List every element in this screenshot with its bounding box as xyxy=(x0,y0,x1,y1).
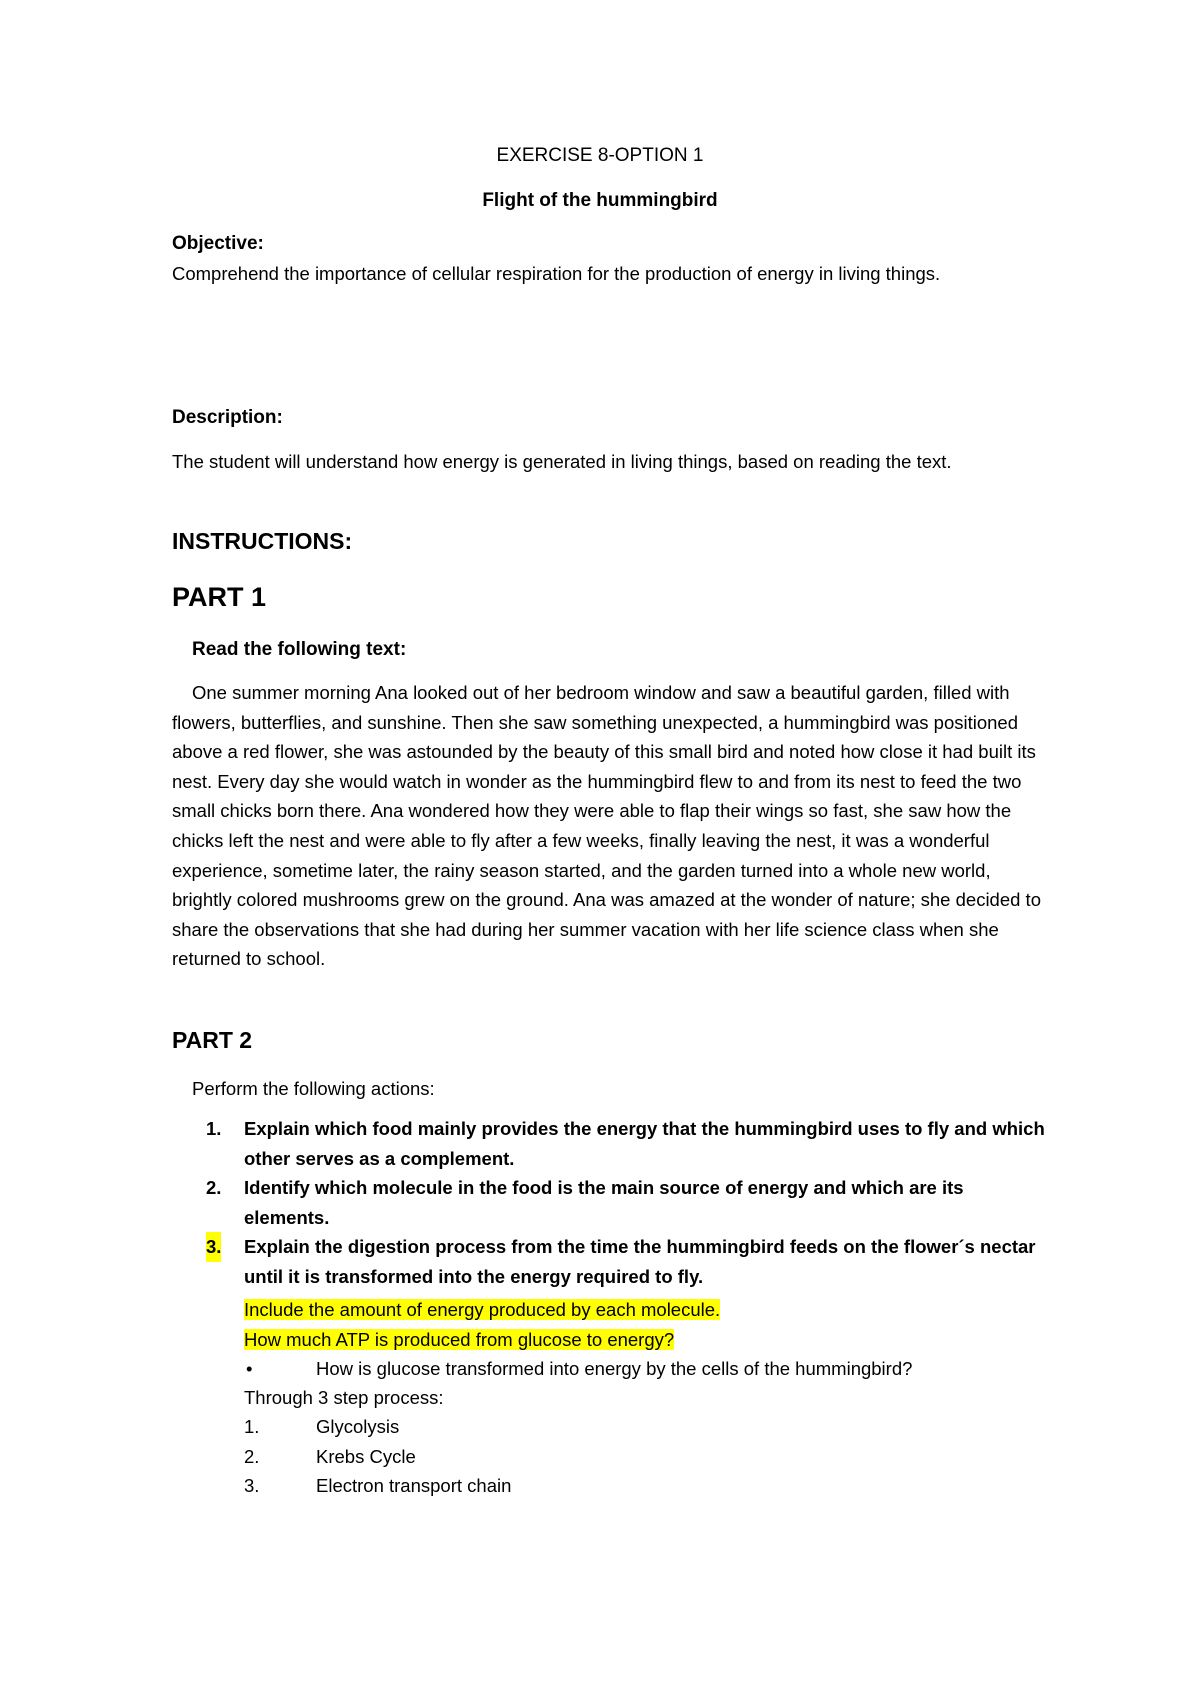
steps-intro: Through 3 step process: xyxy=(244,1387,444,1408)
step-item xyxy=(244,1471,944,1501)
part2-prompt: Perform the following actions: xyxy=(192,1078,435,1099)
action-number: 2. xyxy=(206,1177,222,1198)
actions-list xyxy=(172,1114,1052,1291)
step-item xyxy=(244,1442,944,1472)
story-paragraph: One summer morning Ana looked out of her bedroom window and saw a beautiful garden, filled with flowers, butterflies, and sunshine. Then she saw something unexpected, a hummingbird was positioned above a red flower, she was astounded by the beauty of this small bird and noted how close it had built its nest. Every day she would watch in wonder as the hummingbird flew to and from its nest to feed the two small chicks born there. Ana wondered how they were able to flap their wings so fast, she saw how the chicks left the nest and were able to fly after a few weeks, finally leaving the nest, it was a wonderful experience, sometime later, the rainy season started, and the garden turned into a whole new world, brightly colored mushrooms grew on the ground. Ana was amazed at the wonder of nature; she decided to share the observations that she had during her summer vacation with her life science class when she returned to school. xyxy=(172,682,1041,970)
action-text: Explain the digestion process from the time the hummingbird feeds on the flower´s nectar until it is transformed into the energy required to fly. xyxy=(244,1236,1036,1287)
bullet-icon: • xyxy=(246,1358,253,1379)
step-text: Krebs Cycle xyxy=(316,1445,416,1467)
step-number: 1. xyxy=(244,1416,260,1437)
action-number: 1. xyxy=(206,1118,222,1139)
highlight-line xyxy=(244,1295,1064,1325)
objective-label: Objective: xyxy=(172,233,264,254)
document-subtitle: Flight of the hummingbird xyxy=(482,190,718,211)
action-item xyxy=(172,1232,1052,1291)
step-number: 3. xyxy=(244,1475,260,1496)
bullet-text: How is glucose transformed into energy by the cells of the hummingbird? xyxy=(316,1358,913,1379)
document-title: EXERCISE 8-OPTION 1 xyxy=(496,145,704,166)
step-text: Glycolysis xyxy=(316,1416,400,1437)
highlight-line xyxy=(244,1325,1064,1355)
instructions-heading: INSTRUCTIONS: xyxy=(172,528,353,554)
part1-heading: PART 1 xyxy=(172,582,267,612)
highlight-atp-question: How much ATP is produced from glucose to energy? xyxy=(244,1329,675,1350)
action-number-highlighted: 3. xyxy=(206,1232,221,1262)
step-text: Electron transport chain xyxy=(316,1475,512,1496)
part1-prompt: Read the following text: xyxy=(192,639,407,660)
part2-heading: PART 2 xyxy=(172,1027,253,1053)
steps-list xyxy=(244,1412,944,1501)
action-item xyxy=(172,1114,1052,1173)
action-text: Identify which molecule in the food is the main source of energy and which are its elements. xyxy=(244,1177,964,1228)
step-number: 2. xyxy=(244,1445,260,1467)
highlight-energy-per-molecule: Include the amount of energy produced by each molecule. xyxy=(244,1299,721,1320)
action-text: Explain which food mainly provides the energy that the hummingbird uses to fly and which other serves as a complement. xyxy=(244,1118,1045,1169)
description-text: The student will understand how energy is generated in living things, based on reading the text. xyxy=(172,451,952,472)
step-item xyxy=(244,1412,944,1442)
description-label: Description: xyxy=(172,407,283,428)
objective-text: Comprehend the importance of cellular respiration for the production of energy in living things. xyxy=(172,263,941,284)
action-item xyxy=(172,1173,1052,1232)
